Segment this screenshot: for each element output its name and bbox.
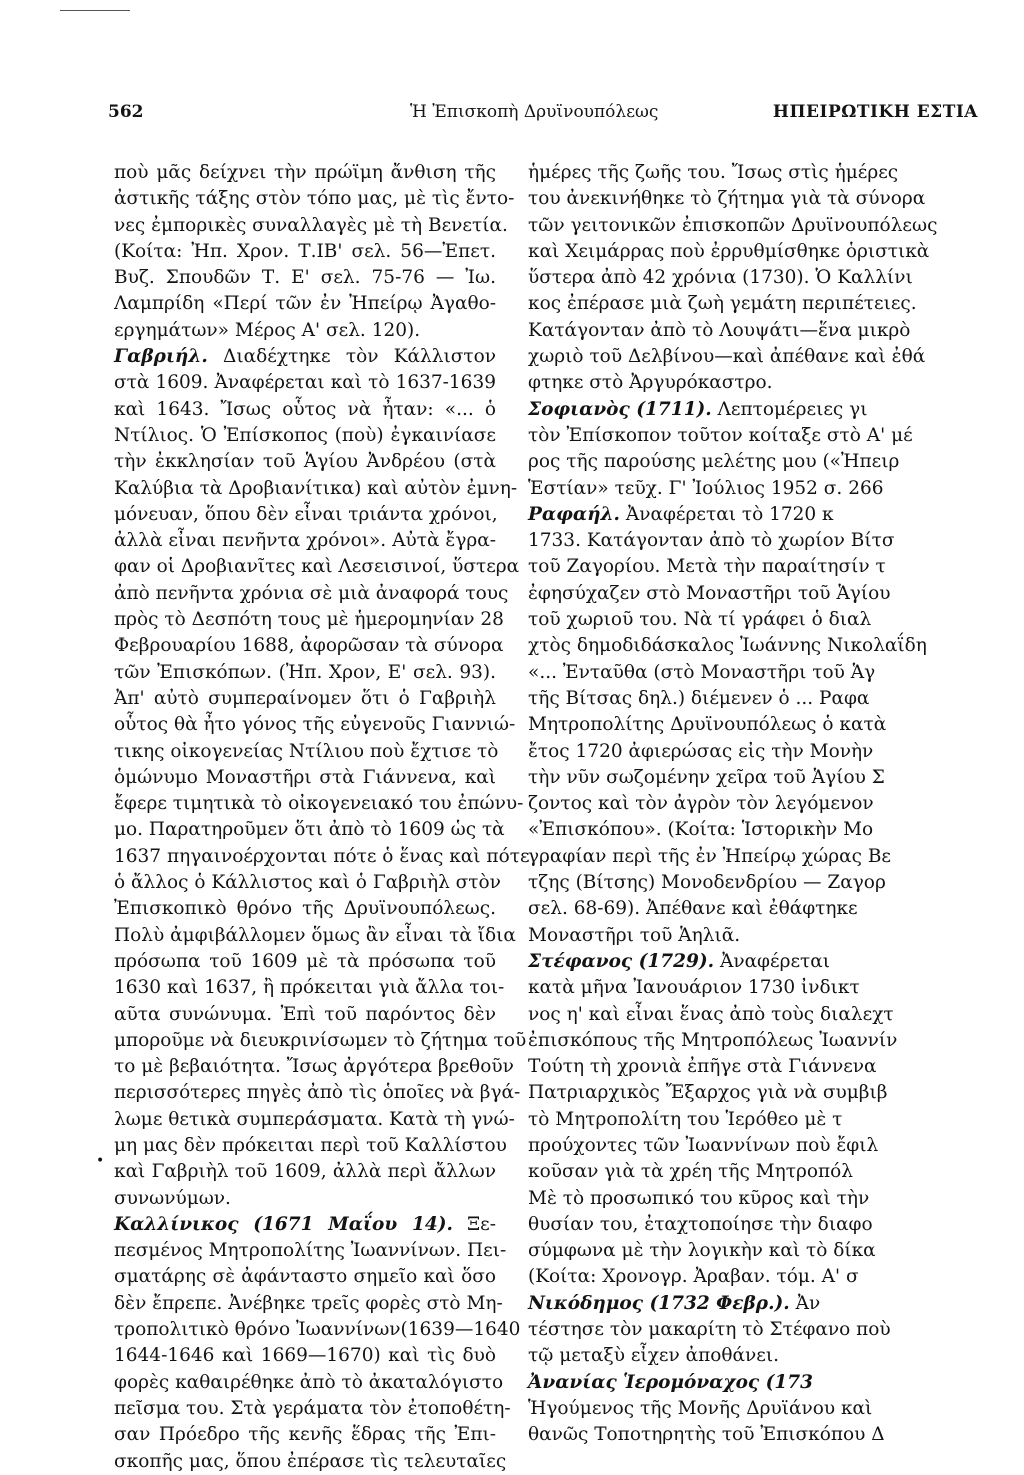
text-line: 1630 καὶ 1637, ἢ πρόκειται γιὰ ἄλλα τοι- bbox=[114, 977, 505, 999]
text-line: Τούτη τὴ χρονιὰ ἐπῆγε στὰ Γιάννενα bbox=[528, 1056, 877, 1078]
text-line: μόνευαν, ὅπου δὲν εἶναι τριάντα χρόνοι, bbox=[114, 503, 498, 525]
running-header bbox=[108, 102, 978, 128]
running-title: Ἡ Ἐπισκοπὴ Δρυϊνουπόλεως bbox=[410, 102, 659, 122]
text-line: τροπολιτικὸ θρόνο Ἰωαννίνων(1639—1640 bbox=[114, 1319, 521, 1341]
text-line: ποὺ μᾶς δείχνει τὴν πρώϊμη ἄνθιση τῆς bbox=[114, 162, 496, 183]
journal-title: ΗΠΕΙΡΩΤΙΚΗ ΕΣΤΙΑ bbox=[772, 102, 978, 122]
text-line: το μὲ βεβαιότητα. Ἴσως ἀργότερα βρεθοῦν bbox=[114, 1056, 514, 1078]
text-line: γραφίαν περὶ τῆς ἐν Ἠπείρῳ χώρας Βε bbox=[528, 845, 892, 867]
text-line: μη μας δὲν πρόκειται περὶ τοῦ Καλλίστου bbox=[114, 1134, 507, 1156]
text-line: τέστησε τὸν μακαρίτη τὸ Στέφανο ποὺ bbox=[528, 1319, 891, 1341]
text-line: Ἡγούμενος τῆς Μονῆς Δρυϊάνου καὶ bbox=[528, 1397, 873, 1419]
text-line: ἀπὸ πενῆντα χρόνια σὲ μιὰ ἀναφορά τους bbox=[114, 582, 509, 604]
text-line: ἐπισκόπους τῆς Μητροπόλεως Ἰωαννίν bbox=[528, 1029, 898, 1051]
entry-name: Ραφαήλ. bbox=[528, 503, 620, 525]
text-line: θανῶς Τοποτηρητὴς τοῦ Ἐπισκόπου Δ bbox=[528, 1424, 885, 1446]
text-line: Ἀπ' αὐτὸ συμπεραίνομεν ὅτι ὁ Γαβριὴλ bbox=[114, 687, 496, 709]
text-line: Καλλίνικος (1671 Μαΐου 14). Ξε- bbox=[114, 1213, 496, 1235]
text-line: 1733. Κατάγονταν ἀπὸ τὸ χωρίον Βίτσ bbox=[528, 530, 895, 552]
text-line: περισσότερες πηγὲς ἀπὸ τὶς ὁποῖες νὰ βγά- bbox=[114, 1082, 521, 1104]
entry-name: Ἀνανίας Ἱερομόναχος (173 bbox=[528, 1371, 813, 1393]
text-line: τοῦ Ζαγορίου. Μετὰ τὴν παραίτησίν τ bbox=[528, 556, 886, 578]
text-line: ὕστερα ἀπὸ 42 χρόνια (1730). Ὁ Καλλίνι bbox=[528, 267, 913, 289]
text-line: Πατριαρχικὸς Ἔξαρχος γιὰ νὰ συμβιβ bbox=[528, 1082, 888, 1104]
text-line: 1637 πηγαινοέρχονται πότε ὁ ἕνας καὶ πότε bbox=[114, 845, 530, 867]
text-line: εργημάτων» Μέρος Α' σελ. 120). bbox=[114, 319, 421, 341]
text-line: Ἑστίαν» τεῦχ. Γ' Ἰούλιος 1952 σ. 266 bbox=[528, 477, 884, 499]
text-line: κατὰ μῆνα Ἰανουάριον 1730 ἰνδικτ bbox=[528, 977, 860, 999]
text-line: τῆς Βίτσας δηλ.) διέμενεν ὁ ... Ραφα bbox=[528, 687, 870, 709]
text-line: Μοναστῆρι τοῦ Ἁηλιᾶ. bbox=[528, 924, 741, 946]
text-line: πρόσωπα τοῦ 1609 μὲ τὰ πρόσωπα τοῦ bbox=[114, 950, 496, 972]
text-line: δὲν ἔπρεπε. Ἀνέβηκε τρεῖς φορὲς στὸ Μη- bbox=[114, 1292, 503, 1314]
entry-name: Νικόδημος (1732 Φεβρ.). bbox=[528, 1292, 790, 1314]
text-line: χωριὸ τοῦ Δελβίνου—καὶ ἀπέθανε καὶ ἐθά bbox=[528, 346, 926, 368]
text-line: «... Ἐνταῦθα (στὸ Μοναστῆρι τοῦ Ἁγ bbox=[528, 661, 876, 683]
text-line: χτὸς δημοδιδάσκαλος Ἰωάννης Νικολαΐδη bbox=[528, 635, 927, 657]
text-line: Ἐπισκοπικὸ θρόνο τῆς Δρυϊνουπόλεως. bbox=[114, 898, 496, 920]
text-line: (Κοίτα: Χρονογρ. Ἀραβαν. τόμ. Α' σ bbox=[528, 1266, 859, 1288]
text-line: νες ἐμπορικὲς συναλλαγὲς μὲ τὴ Βενετία. bbox=[114, 214, 508, 236]
text-line: πρὸς τὸ Δεσπότη τους μὲ ἡμερομηνίαν 28 bbox=[114, 609, 504, 631]
text-line: τὴν ἐκκλησίαν τοῦ Ἁγίου Ἀνδρέου (στὰ bbox=[114, 451, 496, 473]
text-line: Καλύβια τὰ Δροβιανίτικα) καὶ αὐτὸν ἐμνη- bbox=[114, 477, 518, 499]
text-line: φτηκε στὸ Ἀργυρόκαστρο. bbox=[528, 372, 773, 394]
text-line: τὴν νῦν σωζομένην χεῖρα τοῦ Ἁγίου Σ bbox=[528, 766, 885, 788]
text-line: Πολὺ ἀμφιβάλλομεν ὅμως ἂν εἶναι τὰ ἴδια bbox=[114, 924, 516, 946]
text-line: σκοπῆς μας, ὅπου ἐπέρασε τὶς τελευταῖες bbox=[114, 1450, 507, 1472]
text-line: καὶ Γαβριὴλ τοῦ 1609, ἀλλὰ περὶ ἄλλων bbox=[114, 1161, 496, 1183]
text-line: νος η' καὶ εἶναι ἕνας ἀπὸ τοὺς διαλεχτ bbox=[528, 1003, 894, 1025]
left-column bbox=[114, 160, 530, 1475]
text-line: τικης οἰκογενείας Ντίλιου ποὺ ἔχτισε τὸ bbox=[114, 740, 499, 762]
text-line: οὗτος θὰ ἦτο γόνος τῆς εὐγενοῦς Γιαννιώ- bbox=[114, 714, 516, 736]
text-line: σματάρης σὲ ἀφάνταστο σημεῖο καὶ ὅσο bbox=[114, 1266, 496, 1288]
text-line: φαν οἱ Δροβιανῖτες καὶ Λεσεισινοί, ὕστερα bbox=[114, 556, 520, 578]
text-line: ζοντος καὶ τὸν ἀγρὸν τὸν λεγόμενον bbox=[528, 793, 874, 815]
text-line: ἐφησύχαζεν στὸ Μοναστῆρι τοῦ Ἁγίου bbox=[528, 582, 891, 604]
text-line: ἔτος 1720 ἀφιερώσας εἰς τὴν Μονὴν bbox=[528, 740, 874, 762]
text-line: πεσμένος Μητροπολίτης Ἰωαννίνων. Πει- bbox=[114, 1240, 507, 1262]
text-line: τῶν γειτονικῶν ἐπισκοπῶν Δρυϊνουπόλεως bbox=[528, 214, 938, 236]
text-line: τὸν Ἐπίσκοπον τοῦτον κοίταξε στὸ Α' μέ bbox=[528, 424, 913, 446]
text-line bbox=[528, 1370, 888, 1396]
margin-mark: • bbox=[96, 1153, 105, 1169]
text-line: σελ. 68-69). Ἀπέθανε καὶ ἐθάφτηκε bbox=[528, 898, 858, 920]
text-line: ἡμέρες τῆς ζωῆς του. Ἴσως στὶς ἡμέρες bbox=[528, 162, 899, 183]
text-line: 1644-1646 καὶ 1669—1670) καὶ τὶς δυὸ bbox=[114, 1345, 496, 1367]
text-line: «Ἐπισκόπου». (Κοίτα: Ἱστορικὴν Μο bbox=[528, 819, 874, 841]
text-line: καὶ Χειμάρρας ποὺ ἐρρυθμίσθηκε ὁριστικὰ bbox=[528, 240, 930, 262]
right-column bbox=[528, 160, 938, 1449]
text-line: στὰ 1609. Ἀναφέρεται καὶ τὸ 1637-1639 bbox=[114, 372, 496, 394]
text-line: ὁμώνυμο Μοναστῆρι στὰ Γιάννενα, καὶ bbox=[114, 766, 496, 788]
text-line: ὁ ἄλλος ὁ Κάλλιστος καὶ ὁ Γαβριὴλ στὸν bbox=[114, 872, 501, 894]
text-line: Κατάγονταν ἀπὸ τὸ Λουψάτι—ἕνα μικρὸ bbox=[528, 319, 911, 341]
text-line: ἀστικῆς τάξης στὸν τόπο μας, μὲ τὶς ἔντο- bbox=[114, 188, 515, 210]
page-number: 562 bbox=[108, 102, 144, 122]
entry-name: Καλλίνικος (1671 Μαΐου 14). bbox=[114, 1213, 453, 1235]
text-line: τῶν Ἐπισκόπων. (Ἠπ. Χρον, Ε' σελ. 93). bbox=[114, 661, 496, 683]
text-line: τζης (Βίτσης) Μονοδενδρίου — Ζαγορ bbox=[528, 872, 886, 894]
text-line: Σοφιανὸς (1711). Λεπτομέρειες γι bbox=[528, 398, 868, 420]
text-line: (Κοίτα: Ἠπ. Χρον. Τ.ΙΒ' σελ. 56—Ἐπετ. bbox=[114, 240, 496, 262]
text-line: Γαβριήλ. Διαδέχτηκε τὸν Κάλλιστον bbox=[114, 346, 496, 368]
text-line: πεῖσμα του. Στὰ γεράματα τὸν ἐτοποθέτη- bbox=[114, 1397, 511, 1419]
text-line: Στέφανος (1729). Ἀναφέρεται bbox=[528, 950, 831, 972]
entry-name: Στέφανος (1729). bbox=[528, 950, 715, 972]
text-line: συνωνύμων. bbox=[114, 1187, 231, 1209]
text-line: ἀλλὰ εἶναι πενῆντα χρόνοι». Αὐτὰ ἔγρα- bbox=[114, 530, 496, 552]
text-line: σύμφωνα μὲ τὴν λογικὴν καὶ τὸ δίκα bbox=[528, 1240, 876, 1262]
text-line: φορὲς καθαιρέθηκε ἀπὸ τὸ ἀκαταλόγιστο bbox=[114, 1371, 504, 1393]
text-line: Ραφαήλ. Ἀναφέρεται τὸ 1720 κ bbox=[528, 503, 834, 525]
text-line: μο. Παρατηροῦμεν ὅτι ἀπὸ τὸ 1609 ὡς τὰ bbox=[114, 819, 505, 841]
text-line: σαν Πρόεδρο τῆς κενῆς ἕδρας τῆς Ἐπι- bbox=[114, 1424, 496, 1446]
text-line: του ἀνεκινήθηκε τὸ ζήτημα γιὰ τὰ σύνορα bbox=[528, 188, 926, 210]
text-line: Βυζ. Σπουδῶν Τ. Ε' σελ. 75-76 — Ἰω. bbox=[114, 267, 496, 289]
text-line: Μητροπολίτης Δρυϊνουπόλεως ὁ κατὰ bbox=[528, 714, 887, 736]
top-rule bbox=[60, 10, 130, 11]
entry-name: Σοφιανὸς (1711). bbox=[528, 398, 712, 420]
text-line: Φεβρουαρίου 1688, ἀφορῶσαν τὰ σύνορα bbox=[114, 635, 504, 657]
text-line: μποροῦμε νὰ διευκρινίσωμεν τὸ ζήτημα τοῦ bbox=[114, 1029, 527, 1051]
text-line: τὸ Μητροπολίτη του Ἱερόθεο μὲ τ bbox=[528, 1108, 843, 1130]
text-line: ἔφερε τιμητικὰ τὸ οἰκογενειακό του ἐπώνυ- bbox=[114, 793, 524, 815]
text-line: θυσίαν του, ἐταχτοποίησε τὴν διαφο bbox=[528, 1213, 873, 1235]
text-line: Μὲ τὸ προσωπικό του κῦρος καὶ τὴν bbox=[528, 1187, 870, 1209]
text-line: λωμε θετικὰ συμπεράσματα. Κατὰ τὴ γνώ- bbox=[114, 1108, 515, 1130]
text-line: καὶ 1643. Ἴσως οὗτος νὰ ἦταν: «... ὁ bbox=[114, 398, 496, 420]
text-line: Λαμπρίδη «Περί τῶν ἐν Ἠπείρῳ Ἀγαθο- bbox=[114, 293, 496, 315]
text-line: αῦτα συνώνυμα. Ἐπὶ τοῦ παρόντος δὲν bbox=[114, 1003, 496, 1025]
text-line: ρος τῆς παρούσης μελέτης μου («Ἠπειρ bbox=[528, 451, 900, 473]
text-line: Ντίλιος. Ὁ Ἐπίσκοπος (ποὺ) ἐγκαινίασε bbox=[114, 424, 496, 446]
entry-name: Γαβριήλ. bbox=[114, 346, 208, 368]
text-line: Νικόδημος (1732 Φεβρ.). Ἀν bbox=[528, 1292, 821, 1314]
text-line: κοῦσαν γιὰ τὰ χρέη τῆς Μητροπόλ bbox=[528, 1161, 853, 1183]
text-line: τοῦ χωριοῦ του. Νὰ τί γράφει ὁ διαλ bbox=[528, 609, 872, 631]
text-line: τῷ μεταξὺ εἶχεν ἀποθάνει. bbox=[528, 1345, 779, 1367]
text-line: προύχοντες τῶν Ἰωαννίνων ποὺ ἔφιλ bbox=[528, 1134, 879, 1156]
text-line: κος ἐπέρασε μιὰ ζωὴ γεμάτη περιπέτειες. bbox=[528, 293, 917, 315]
